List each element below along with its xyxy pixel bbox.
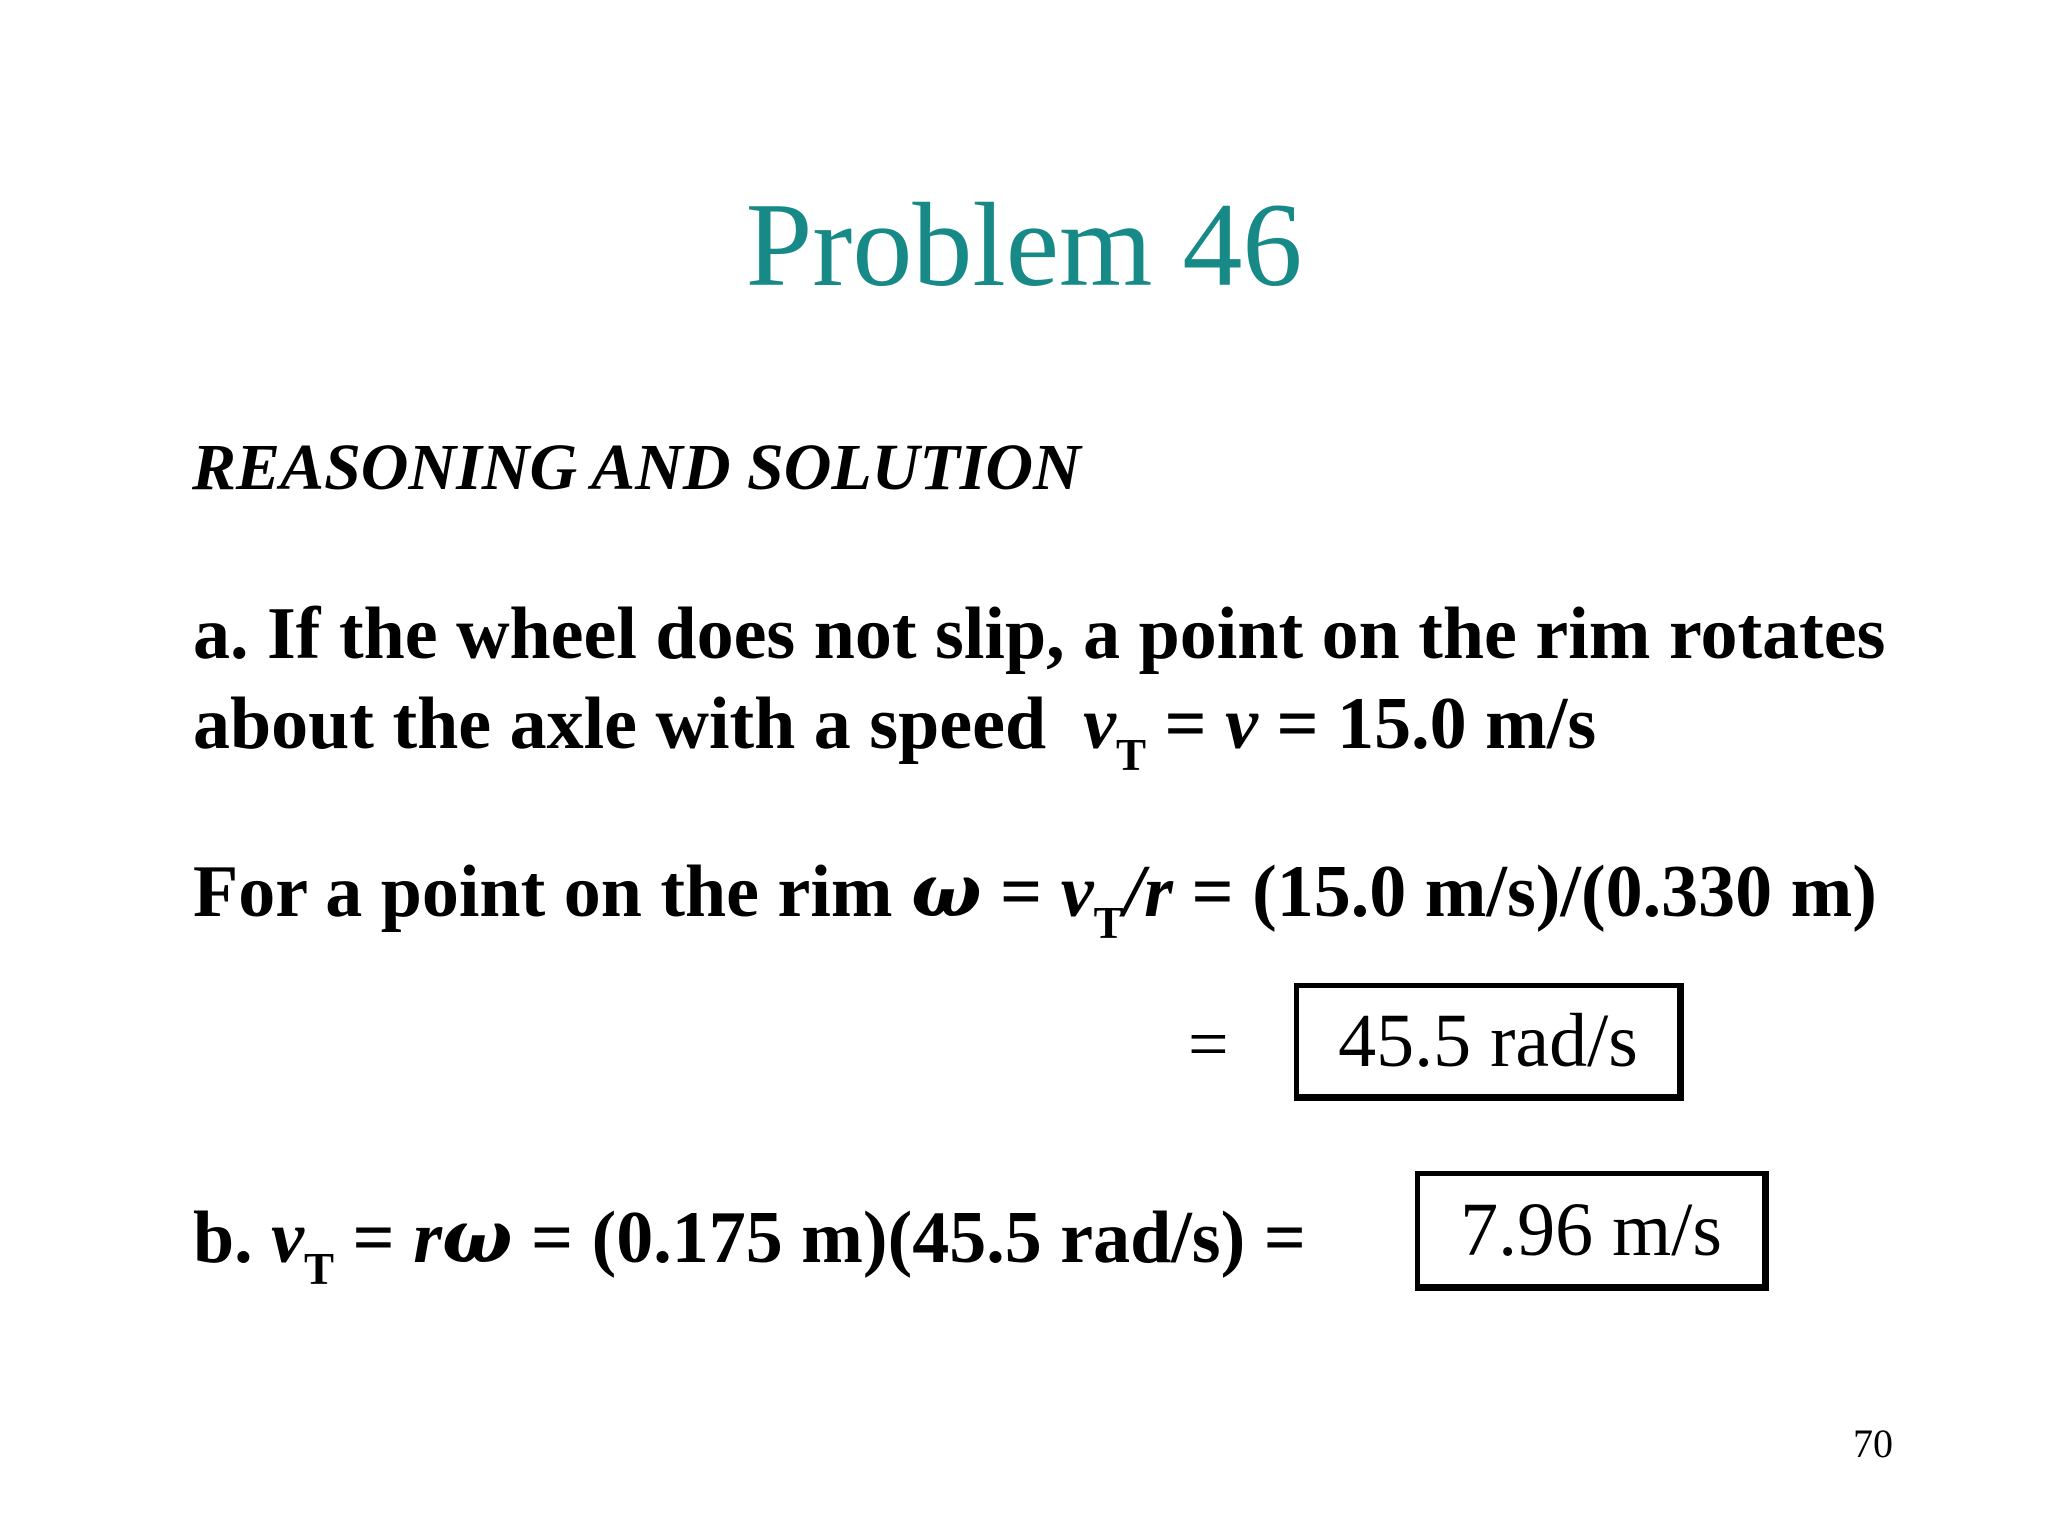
- section-heading: REASONING AND SOLUTION: [192, 431, 1081, 504]
- equals-sign: =: [334, 1197, 414, 1279]
- part-b-line: [193, 1193, 1306, 1294]
- equals-sign: =: [981, 851, 1061, 933]
- tangential-speed-symbol: v: [1083, 683, 1116, 765]
- equals-sign: =: [1145, 683, 1226, 765]
- tangential-speed-symbol: v: [1060, 851, 1094, 933]
- part-b-label: b.: [193, 1197, 272, 1279]
- part-b-equation-values: = (0.175 m)(45.5 rad/s) =: [512, 1197, 1306, 1279]
- tangential-speed-symbol: v: [271, 1197, 305, 1279]
- omega-symbol: ω: [911, 848, 982, 934]
- part-a-line-2: [193, 680, 1597, 780]
- tangential-subscript: T: [1093, 898, 1124, 948]
- speed-symbol: v: [1225, 683, 1259, 765]
- radius-symbol: r: [1144, 851, 1173, 933]
- tangential-subscript: T: [1115, 730, 1146, 780]
- omega-equation-line: [193, 847, 1877, 948]
- slide-title: Problem 46: [745, 178, 1303, 311]
- omega-symbol: ω: [442, 1194, 513, 1280]
- part-a-speed-text: about the axle with a speed: [193, 683, 1047, 765]
- page-number: 70: [1853, 1421, 1893, 1466]
- speed-value: = 15.0 m/s: [1258, 683, 1597, 765]
- omega-equation-values: = (15.0 m/s)/(0.330 m): [1172, 851, 1877, 933]
- omega-result-equals: =: [1188, 1004, 1229, 1084]
- omega-answer-box: 45.5 rad/s: [1294, 983, 1684, 1101]
- division-slash: /: [1123, 851, 1145, 933]
- speed-answer-box: 7.96 m/s: [1415, 1171, 1769, 1291]
- part-a-line-1: a. If the wheel does not slip, a point on the rim rotates: [193, 593, 1886, 675]
- radius-symbol: r: [413, 1197, 443, 1279]
- omega-equation-prefix: For a point on the rim: [193, 851, 912, 933]
- tangential-subscript: T: [304, 1244, 335, 1294]
